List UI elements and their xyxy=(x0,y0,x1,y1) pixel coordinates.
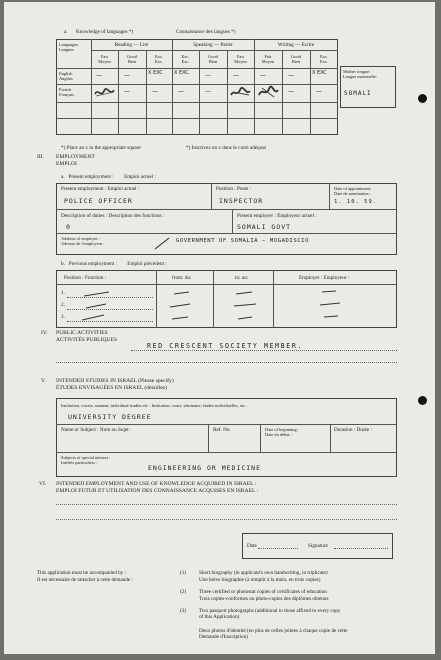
reading-group-head: Reading — Lire xyxy=(114,42,149,48)
studies-title-fr: ÉTUDES ENVISAGÉES EN ISRAEL (détaillez) xyxy=(56,385,168,391)
languages-footnote-fr: *) Inscrivez un x dans le carré adéquat xyxy=(186,145,266,151)
level-head: Exc. Exc. xyxy=(320,54,328,64)
previous-employment-dash-marks xyxy=(64,284,397,328)
prev-to-head: to: au: xyxy=(235,275,249,281)
french-mark: — xyxy=(288,88,294,95)
english-mark: X EXC. xyxy=(174,70,191,76)
date-label: Date xyxy=(247,543,257,549)
public-activities-value: RED CRESCENT SOCIETY MEMBER. xyxy=(147,342,303,350)
intended-numeral: VI. xyxy=(39,481,47,487)
position-value: INSPECTOR xyxy=(219,197,264,205)
footer-item-fr: Trois copies-conformes ou photo-copies des diplômes obtenus xyxy=(199,596,329,602)
english-mark: X EXC xyxy=(312,70,327,76)
writing-group-head: Writing — Ecrire xyxy=(277,42,315,48)
level-head: Fair Moyen xyxy=(261,54,275,64)
french-mark: — xyxy=(316,88,322,95)
interest-label: Subjects of special interest : Intérêts particuliers : xyxy=(61,455,111,465)
public-title: PUBLIC ACTIVITIES xyxy=(56,330,108,336)
footer-item-fr: Une brève biographie (à remplir à la main, en trois copies) xyxy=(199,577,321,583)
french-scribble-mark xyxy=(256,85,280,100)
footer-item-en: Two passport photographs (additional to those affixed to every copy of this Application) xyxy=(199,608,341,620)
prev-position-head: Position : Fonction : xyxy=(64,275,107,281)
mother-tongue-value: SOMALI xyxy=(344,90,372,97)
duties-label: Description of duties : Description des fonctions : xyxy=(61,213,165,219)
footer-item-num: (1) xyxy=(180,570,187,576)
languages-section-label: a. xyxy=(64,29,68,35)
english-mark: X EXC xyxy=(148,70,163,76)
english-mark: — xyxy=(96,72,102,79)
footer-item-en: Three certified or photostat copies of certificates of education xyxy=(199,589,327,595)
public-numeral: IV. xyxy=(41,330,48,336)
interest-value: ENGINEERING OR MEDICINE xyxy=(148,464,262,472)
prev-row-number: 2. xyxy=(61,302,65,308)
french-mark: — xyxy=(205,88,211,95)
previous-employment-heading: b. Previous employment : Emploi précédent : xyxy=(61,261,167,267)
signature-label: Signature xyxy=(308,543,328,549)
french-scribble-mark xyxy=(92,86,118,100)
mother-tongue-label: Mother tongue: Langue maternelle: xyxy=(343,69,378,79)
level-head: Fair Moyen xyxy=(98,54,111,64)
form-page xyxy=(4,2,435,654)
footer-intro: This application must be accompanied by : xyxy=(37,570,127,576)
appointment-value: 1. 10. 59. xyxy=(334,199,378,205)
english-mark: — xyxy=(260,72,266,79)
intended-title-fr: EMPLOI FUTUR ET UTILISATION DES CONNAISSANCE ACQUISES EN ISRAEL : xyxy=(56,488,259,494)
level-head: Good Bien xyxy=(127,54,137,64)
level-head: Good Bien xyxy=(291,54,301,64)
employer-address-label: Address of employer : Adresse de l'employeur : xyxy=(61,236,105,246)
present-employment-heading: a. Present employment : Emploi actuel : xyxy=(61,174,156,180)
english-mark: — xyxy=(205,72,211,79)
employer-address-value: GOVERNMENT OF SOMALIA — MOGADISCIO xyxy=(176,238,309,244)
subject-label: Name or Subject : Nom ou Sujet : xyxy=(61,427,132,433)
present-employment-value: POLICE OFFICER xyxy=(64,197,133,205)
position-label: Position : Poste : xyxy=(216,186,252,192)
languages-col-head: Languages Langues xyxy=(59,42,79,52)
french-mark: — xyxy=(124,88,130,95)
french-scribble-mark xyxy=(229,86,253,100)
footer-item-en: Short biography (in applicant's own handwriting, in triplicate) xyxy=(199,570,328,576)
institution-label: Institution, course, seminar, individual studies etc : Institution, cours, séminaire, études individuelles, etc : xyxy=(61,403,248,408)
level-head: Good Bien xyxy=(208,54,218,64)
level-head: Exc. Exc. xyxy=(181,54,190,64)
punch-hole-bottom xyxy=(418,396,427,405)
languages-footnote: *) Place an x in the appropriate square xyxy=(61,145,141,151)
institution-value: UNIVERSITY DEGREE xyxy=(68,413,152,421)
footer-item-num: (2) xyxy=(180,589,187,595)
languages-title: Knowledge of languages *) xyxy=(76,29,134,35)
punch-hole-top xyxy=(418,94,427,103)
present-employment-label: Present employment : Emploi actuel : xyxy=(61,186,140,192)
employment-title-fr: EMPLOI xyxy=(56,161,77,167)
appointment-label: Date of appointment: Date de nomination : xyxy=(334,186,372,196)
english-mark: — xyxy=(124,72,130,79)
french-mark: — xyxy=(178,88,184,95)
duties-value: 0 xyxy=(66,223,71,231)
level-head: Fair Moyen xyxy=(234,54,247,64)
prev-from-head: from: du: xyxy=(172,275,192,281)
studies-title: INTENDED STUDIES IN ISRAEL (Please specify) xyxy=(56,378,174,384)
employment-title: EMPLOYMENT xyxy=(56,154,95,160)
speaking-group-head: Speaking — Parler xyxy=(193,42,233,48)
studies-numeral: V. xyxy=(41,378,46,384)
public-title-fr: ACTIVITÉS PUBLIQUES xyxy=(56,337,118,343)
beginning-label: Date of beginning : Date du début : xyxy=(265,427,300,437)
row-label-french: French Français xyxy=(59,87,74,97)
french-mark: — xyxy=(152,88,158,95)
level-head: Exc. Exc. xyxy=(155,54,163,64)
footer-item-fr: Deux photos d'identité (en plus de celles jointes à chaque copie de cette Demande d'Inscription) xyxy=(199,628,348,640)
prev-employer-head: Employer : Employeur : xyxy=(299,275,350,281)
english-mark: — xyxy=(233,72,239,79)
duration-label: Duration : Durée : xyxy=(334,427,372,433)
employment-numeral: III. xyxy=(37,154,44,160)
languages-title-fr: Connaissance des langues *) xyxy=(176,29,236,35)
row-label-english: English Anglais xyxy=(59,71,73,81)
footer-intro-fr: Il est nécessaire de rattacher à cette demande : xyxy=(37,577,133,583)
footer-item-num: (3) xyxy=(180,608,187,614)
intended-title: INTENDED EMPLOYMENT AND USE OF KNOWLEDGE ACQUIRED IN ISRAEL : xyxy=(56,481,257,487)
present-employer-label: Present employer : Employeur actuel : xyxy=(237,213,317,219)
english-mark: — xyxy=(288,72,294,79)
prev-row-number: 3. xyxy=(61,314,65,320)
prev-row-number: 1. xyxy=(61,290,65,296)
address-slash-mark xyxy=(152,235,172,251)
present-employer-value: SOMALI GOVT xyxy=(237,223,292,231)
ref-label: Ref. No. xyxy=(213,427,231,433)
